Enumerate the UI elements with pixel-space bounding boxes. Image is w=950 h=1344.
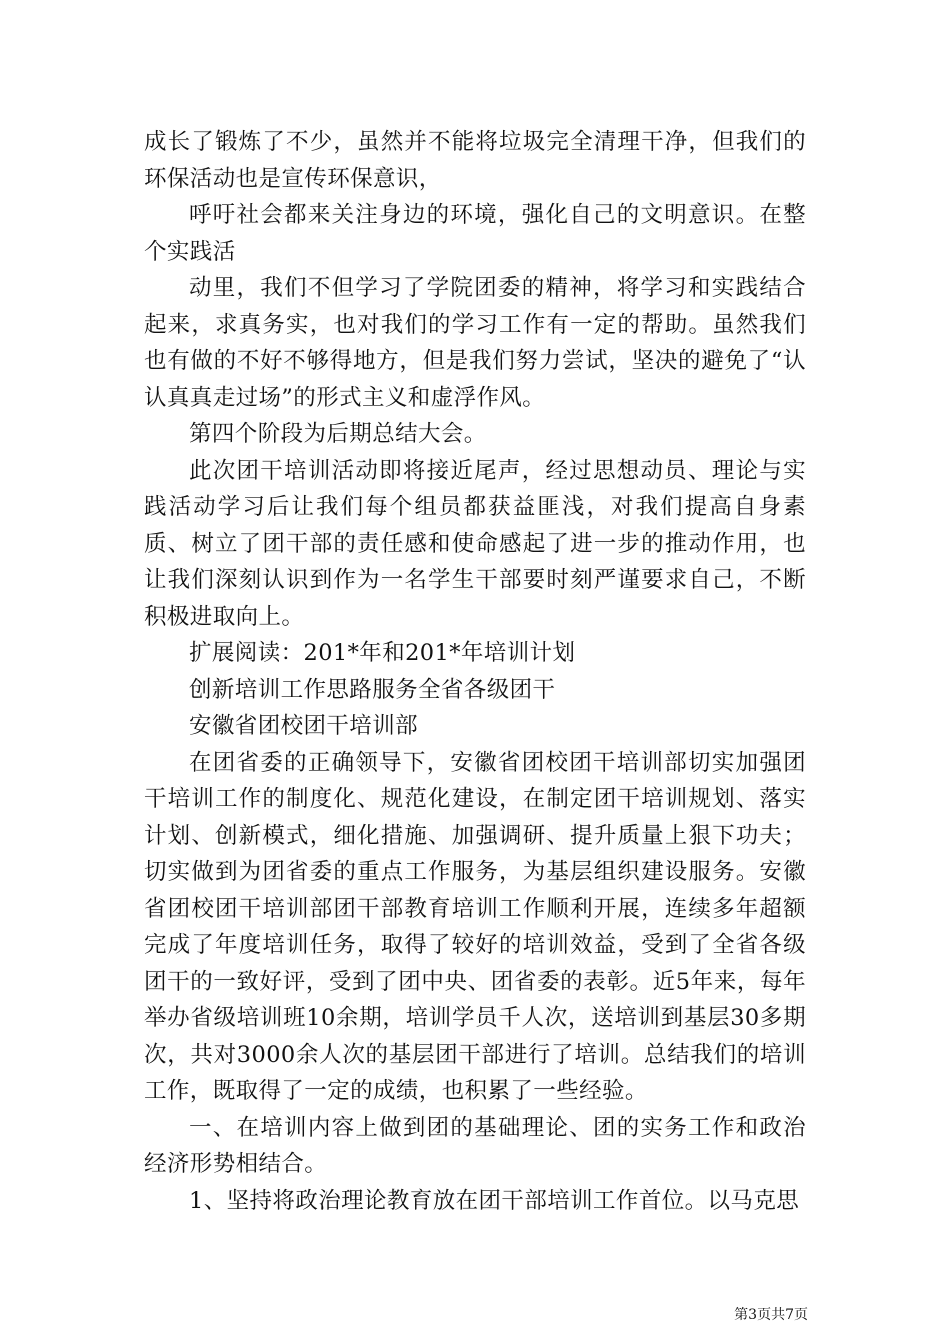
paragraph: 动里，我们不但学习了学院团委的精神，将学习和实践结合起来，求真务实，也对我们的学习工作有一定的帮助。虽然我们也有做的不好不够得地方，但是我们努力尝试，坚决的避免了“认认真真走过场”的形式主义和虚浮作风。 xyxy=(144,275,806,411)
page-number: 第3页共7页 xyxy=(734,1307,808,1323)
paragraph: 呼吁社会都来关注身边的环境，强化自己的文明意识。在整个实践活 xyxy=(144,202,806,265)
paragraph: 在团省委的正确领导下，安徽省团校团干培训部切实加强团干培训工作的制度化、规范化建设，在制定团干培训规划、落实计划、创新模式，细化措施、加强调研、提升质量上狠下功夫；切实做到为团省委的重点工作服务，为基层组织建设服务。安徽省团校团干培训部团干部教育培训工作顺利开展，连续多年超额完成了年度培训任务，取得了较好的培训效益，受到了全省各级团干的一致好评，受到了团中央、团省委的表彰。近5年来，每年举办省级培训班10余期，培训学员千人次，送培训到基层30多期次，共对3000余人次的基层团干部进行了培训。总结我们的培训工作，既取得了一定的成绩，也积累了一些经验。 xyxy=(144,749,806,1104)
section-heading: 一、在培训内容上做到团的基础理论、团的实务工作和政治经济形势相结合。 xyxy=(144,1114,806,1177)
article-author: 安徽省团校团干培训部 xyxy=(189,713,419,739)
extended-reading-heading: 扩展阅读：201*年和201*年培训计划 xyxy=(189,640,576,666)
document-body xyxy=(144,124,806,1219)
paragraph-continued: 成长了锻炼了不少，虽然并不能将垃圾完全清理干净，但我们的环保活动也是宣传环保意识， xyxy=(144,129,806,192)
paragraph: 第四个阶段为后期总结大会。 xyxy=(189,421,487,447)
paragraph: 1、坚持将政治理论教育放在团干部培训工作首位。以马克思 xyxy=(189,1187,800,1214)
article-title: 创新培训工作思路服务全省各级团干 xyxy=(189,676,556,703)
paragraph: 此次团干培训活动即将接近尾声，经过思想动员、理论与实践活动学习后让我们每个组员都获益匪浅，对我们提高自身素质、树立了团干部的责任感和使命感起了进一步的推动作用，也让我们深刻认识到作为一名学生干部要时刻严谨要求自己，不断积极进取向上。 xyxy=(144,457,806,630)
